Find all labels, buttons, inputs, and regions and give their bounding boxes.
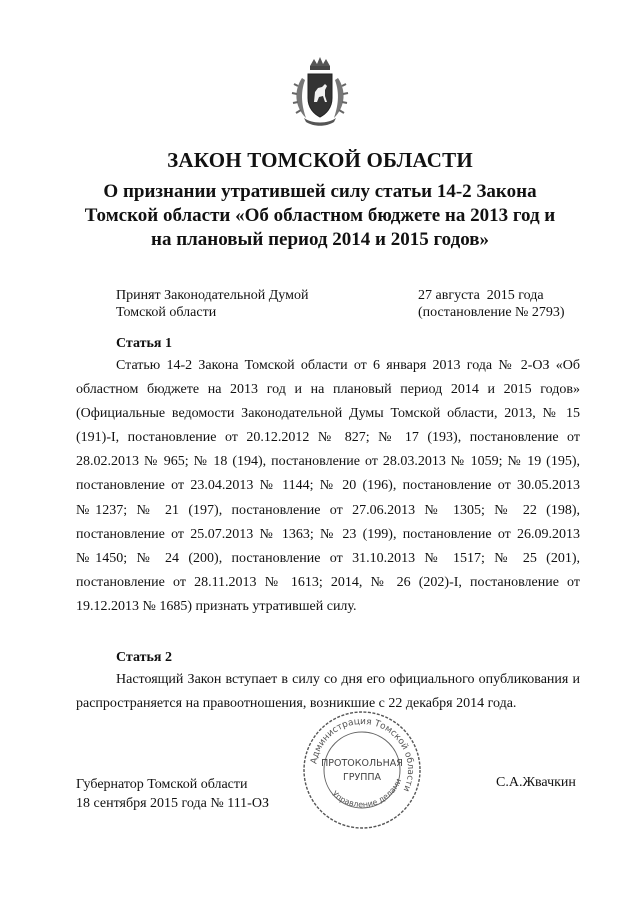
stamp-ring-text: Администрация Томской области [309, 716, 416, 793]
adoption-date-block [418, 287, 565, 321]
stamp-center-line: ГРУППА [342, 772, 382, 783]
stamp-bottom-text: Управление делами [330, 777, 404, 810]
adopted-by [116, 287, 308, 321]
article-1-heading: Статья 1 [116, 336, 172, 351]
adopted-by-line: Томской области [116, 305, 217, 320]
signer-position: Губернатор Томской области [76, 777, 248, 792]
adoption-date: 27 августа 2015 года [418, 288, 544, 303]
article-2-heading: Статья 2 [116, 650, 172, 665]
law-title: ЗАКОН ТОМСКОЙ ОБЛАСТИ [167, 148, 473, 172]
official-stamp [300, 708, 424, 832]
signer-block [76, 775, 269, 813]
subtitle-line: О признании утратившей силу статьи 14-2 Закона [103, 181, 537, 202]
subtitle-line: на плановый период 2014 и 2015 годов» [151, 229, 489, 250]
law-date-number: 18 сентября 2015 года № 111-ОЗ [76, 796, 269, 811]
law-subtitle [0, 180, 640, 252]
adopted-by-line: Принят Законодательной Думой [116, 288, 309, 303]
signer-name: С.А.Жвачкин [496, 775, 576, 790]
article-1-text: Статью 14-2 Закона Томской области от 6 января 2013 года № 2-ОЗ «Об областном бюджете на 2013 год и на плановый период 2014 и 2015 годов» (Официальные ведомости Законодательной Думы Томской области, 2013, № 15 (191)-I, постановление от 20.12.2012 № 827; № 17 (193), постановление от 28.02.2013 № 965; № 18 (194), постановление от 28.03.2013 № 1059; № 19 (195), постановление от 23.04.2013 № 1144; № 20 (196), постановление от 30.05.2013 №1237; № 21 (197), постановление от 27.06.2013 № 1305; № 22 (198), постановление от 25.07.2013 № 1363; № 23 (199), постановление от 26.09.2013 №1450; № 24 (200), постановление от 31.10.2013 № 1517; № 25 (201), постановление от 28.11.2013 № 1613; 2014, № 26 (202)-I, постановление от 19.12.2013 № 1685) признать утратившей силу. [76, 358, 580, 614]
tomsk-oblast-coat-of-arms-icon [288, 56, 352, 128]
adoption-resolution: (постановление № 2793) [418, 305, 565, 320]
subtitle-line: Томской области «Об областном бюджете на 2013 год и [84, 205, 556, 226]
article-2-text: Настоящий Закон вступает в силу со дня его официального опубликования и распространяется на правоотношения, возникшие с 22 декабря 2014 года. [76, 672, 580, 712]
stamp-center-line: ПРОТОКОЛЬНАЯ [321, 758, 403, 769]
